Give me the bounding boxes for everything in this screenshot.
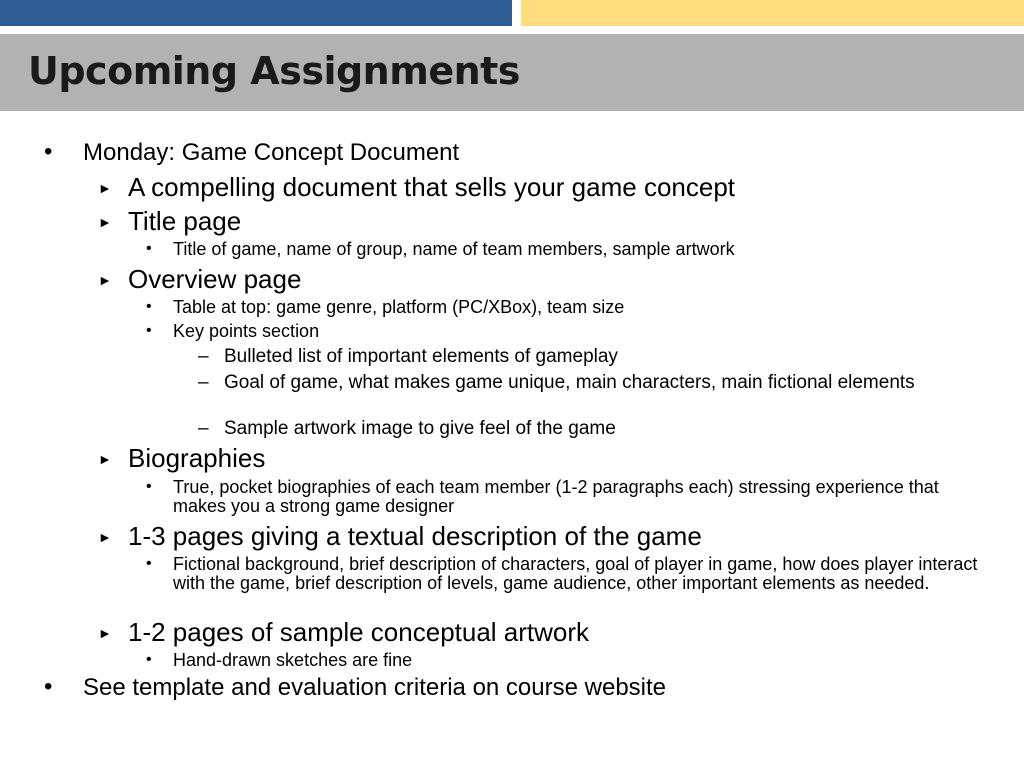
arrow-marker: ► bbox=[98, 529, 112, 545]
header-accent-bar-yellow bbox=[521, 0, 1024, 26]
header-accent-bar-blue bbox=[0, 0, 512, 26]
list-item-text: Monday: Game Concept Document bbox=[83, 139, 460, 166]
list-item-text: Key points section bbox=[173, 321, 320, 341]
list-item-text: Hand-drawn sketches are fine bbox=[173, 650, 413, 670]
bullet-marker: • bbox=[146, 478, 152, 495]
list-item-text: 1-2 pages of sample conceptual artwork bbox=[128, 617, 590, 647]
list-item-text: Biographies bbox=[128, 443, 266, 473]
arrow-marker: ► bbox=[98, 214, 112, 230]
bullet-marker: • bbox=[44, 673, 53, 700]
list-item-text: Table at top: game genre, platform (PC/XBox), team size bbox=[173, 297, 625, 317]
bullet-marker: • bbox=[146, 555, 152, 572]
list-item-text: Goal of game, what makes game unique, main characters, main fictional elements bbox=[224, 372, 915, 393]
bullet-marker: • bbox=[146, 240, 152, 257]
title-band bbox=[0, 34, 1024, 111]
list-item-text: Overview page bbox=[128, 264, 302, 294]
list-item-text: Sample artwork image to give feel of the game bbox=[224, 418, 616, 439]
arrow-marker: ► bbox=[98, 272, 112, 288]
dash-marker: – bbox=[198, 372, 209, 393]
list-item-text: Title of game, name of group, name of team members, sample artwork bbox=[173, 239, 735, 259]
arrow-marker: ► bbox=[98, 625, 112, 641]
bullet-marker: • bbox=[146, 322, 152, 339]
bullet-marker: • bbox=[44, 138, 53, 165]
list-item-text: See template and evaluation criteria on course website bbox=[83, 674, 667, 701]
list-item-text: A compelling document that sells your game concept bbox=[128, 172, 736, 202]
dash-marker: – bbox=[198, 418, 209, 439]
arrow-marker: ► bbox=[98, 180, 112, 196]
dash-marker: – bbox=[198, 346, 209, 367]
bullet-marker: • bbox=[146, 651, 152, 668]
list-item-text: Title page bbox=[128, 206, 242, 236]
slide-title: Upcoming Assignments bbox=[28, 49, 520, 93]
list-item-text: Bulleted list of important elements of gameplay bbox=[224, 346, 618, 367]
list-item-text: True, pocket biographies of each team member (1-2 paragraphs each) stressing experience that makes you a strong game designer bbox=[173, 477, 939, 516]
bullet-marker: • bbox=[146, 298, 152, 315]
list-item-text: Fictional background, brief description of characters, goal of player in game, how does player interact with the game, brief description of levels, game audience, other important elements as needed. bbox=[173, 554, 978, 593]
arrow-marker: ► bbox=[98, 451, 112, 467]
list-item-text: 1-3 pages giving a textual description of the game bbox=[128, 521, 702, 551]
